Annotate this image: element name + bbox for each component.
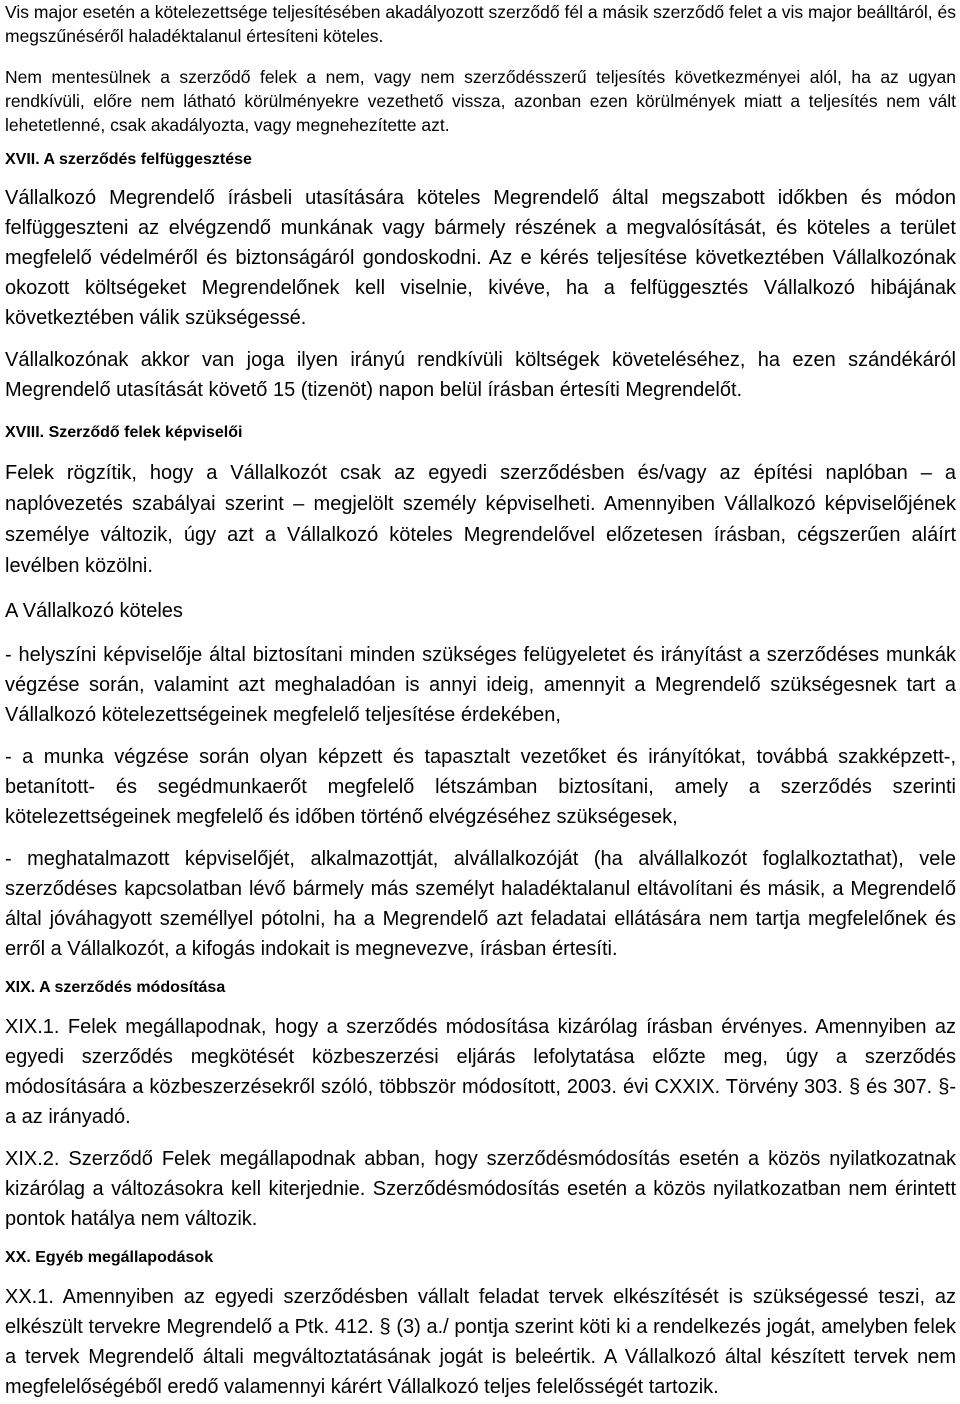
paragraph-representatives: Felek rögzítik, hogy a Vállalkozót csak az egyedi szerződésben és/vagy az építési naplóban – a naplóvezetés szabályai szerint – megjelölt személy képviselheti. Amennyiben Vállalkozó képviselőjének személye változik, úgy azt a Vállalkozó köteles Megrendelővel előzetesen írásban, cégszerűen aláírt levélben közölni.	[5, 462, 956, 577]
section-title: A szerződés felfüggesztése	[43, 151, 252, 168]
list-item-removal: - meghatalmazott képviselőjét, alkalmazottját, alvállalkozóját (ha alvállalkozót foglalkoztathat), vele szerződéses kapcsolatban lévő bármely más személyt haladéktalanul eltávolítani és másik, a Megrendelő által jóváhagyott személlyel pótolni, ha a Megrendelő azt feladatai ellátására nem tartja megfelelőnek és erről a Vállalkozót, a kifogás indokait is megnevezve, írásban értesíti.	[5, 848, 956, 960]
section-title: A szerződés módosítása	[39, 979, 226, 996]
paragraph-contractor-obliged: A Vállalkozó köteles	[5, 600, 183, 622]
section-heading-xx	[5, 1246, 956, 1270]
section-title: Egyéb megállapodások	[35, 1249, 214, 1266]
paragraph-xix-2: XIX.2. Szerződő Felek megállapodnak abban, hogy szerződésmódosítás esetén a közös nyilatkozatnak kizárólag a változásokra kell kiterjednie. Szerződésmódosítás esetén a közös nyilatkozatban nem érintett pontok hatálya nem változik.	[5, 1148, 956, 1230]
paragraph-xix-1: XIX.1. Felek megállapodnak, hogy a szerződés módosítása kizárólag írásban érvényes. Amennyiben az egyedi szerződés megkötését közbeszerzési eljárás lefolytatása előzte meg, úgy a szerződés módosítására a közbeszerzésekről szóló, többször módosított, 2003. évi CXXIX. Törvény 303. § és 307. §-a az irányadó.	[5, 1016, 956, 1128]
paragraph-suspension: Vállalkozó Megrendelő írásbeli utasítására köteles Megrendelő által megszabott időkben és módon felfüggeszteni az elvégzendő munkának vagy bármely részének a megvalósítását, és köteles a terület megfelelő védelméről és biztonságáról gondoskodni. Az e kérés teljesítése következtében Vállalkozónak okozott költségeket Megrendelőnek kell viselnie, kivéve, ha a felfüggesztés Vállalkozó hibájának következtében válik szükségessé.	[5, 187, 956, 329]
paragraph-xx-1: XX.1. Amennyiben az egyedi szerződésben vállalt feladat tervek elkészítését is szükségessé teszi, az elkészült tervekre Megrendelő a Ptk. 412. § (3) a./ pontja szerint köti ki a rendelkezés jogát, amelyben felek a tervek Megrendelő általi megváltoztatásának jogát is beleértik. A Vállalkozó által készített tervek nem megfelelőségéből eredő valamennyi kárért Vállalkozó teljes felelősségét tartozik.	[5, 1286, 956, 1398]
section-title: Szerződő felek képviselői	[48, 424, 243, 441]
section-heading-xix	[5, 976, 956, 1000]
section-heading-xvii	[5, 148, 956, 172]
section-number: XIX.	[5, 979, 36, 996]
paragraph-costs-claim: Vállalkozónak akkor van joga ilyen irányú rendkívüli költségek követeléséhez, ha ezen szándékáról Megrendelő utasítását követő 15 (tizenöt) napon belül írásban értesíti Megrendelőt.	[5, 349, 956, 401]
section-number: XX.	[5, 1249, 31, 1266]
section-heading-xviii	[5, 421, 956, 445]
list-item-supervision: - helyszíni képviselője által biztosítani minden szükséges felügyeletet és irányítást a szerződéses munkák végzése során, valamint azt meghaladóan is annyi ideig, amennyit a Megrendelő szükségesnek tart a Vállalkozó kötelezettségeinek megfelelő teljesítése érdekében,	[5, 644, 956, 726]
section-number: XVIII.	[5, 424, 45, 441]
section-number: XVII.	[5, 151, 40, 168]
paragraph-vis-major: Vis major esetén a kötelezettsége teljesítésében akadályozott szerződő fél a másik szerződő felet a vis major beálltáról, és megszűnéséről haladéktalanul értesíteni köteles.	[5, 2, 956, 46]
paragraph-non-exemption: Nem mentesülnek a szerződő felek a nem, vagy nem szerződésszerű teljesítés következményei alól, ha az ugyan rendkívüli, előre nem látható körülményekre vezethető vissza, azonban ezen körülmények miatt a teljesítés nem vált lehetetlenné, csak akadályozta, vagy megnehezítette azt.	[5, 67, 956, 135]
list-item-staff: - a munka végzése során olyan képzett és tapasztalt vezetőket és irányítókat, továbbá szakképzett-, betanított- és segédmunkaerőt megfelelő létszámban biztosítani, amely a szerződés szerinti kötelezettségeinek megfelelő és időben történő elvégzéséhez szükségesek,	[5, 746, 956, 828]
